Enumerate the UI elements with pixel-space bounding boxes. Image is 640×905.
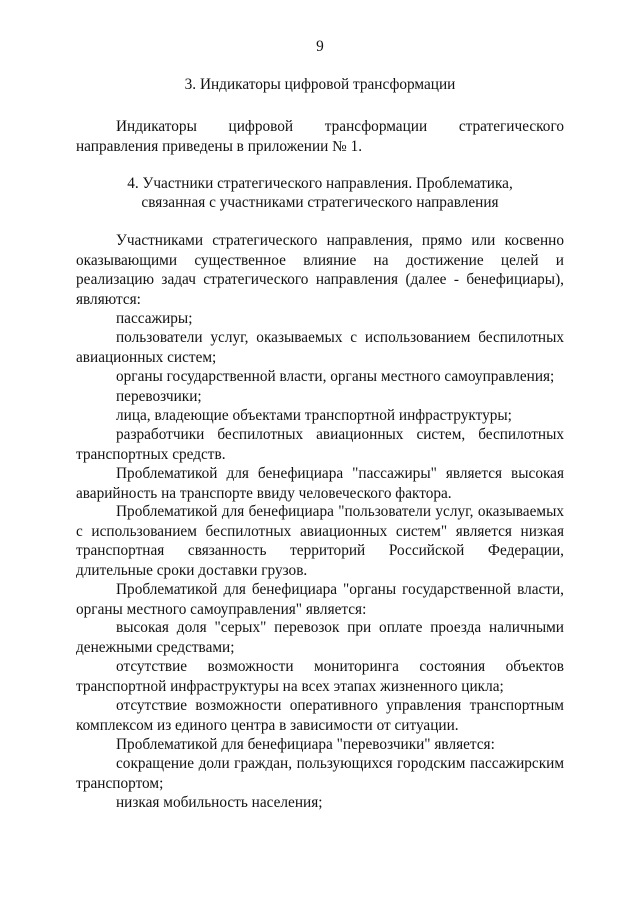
list-item: разработчики беспилотных авиационных систем, беспилотных транспортных средств. — [76, 426, 564, 463]
section-3-text: Индикаторы цифровой трансформации стратегического направления приведены в приложении № 1. — [76, 118, 564, 155]
list-item: лица, владеющие объектами транспортной инфраструктуры; — [116, 407, 512, 424]
list-item: отсутствие возможности оперативного управления транспортным комплексом из единого центра в зависимости от ситуации. — [76, 697, 564, 734]
list-item: сокращение доли граждан, пользующихся городским пассажирским транспортом; — [76, 755, 564, 792]
list-item: низкая мобильность населения; — [116, 794, 323, 811]
list-item: пользователи услуг, оказываемых с использованием беспилотных авиационных систем; — [76, 329, 564, 366]
list-item: пассажиры; — [116, 310, 193, 327]
paragraph: Участниками стратегического направления, прямо или косвенно оказывающими существенное влияние на достижение целей и реализацию задач стратегического направления (далее - бенефициары), являются: — [76, 232, 564, 308]
paragraph: Проблематикой для бенефициара "пользователи услуг, оказываемых с использованием беспилотных авиационных систем" является низкая транспортная связанность территорий Российской Федерации, длительные сроки доставки грузов. — [76, 503, 564, 579]
paragraph: Проблематикой для бенефициара "органы государственной власти, органы местного самоуправления" является: — [76, 581, 564, 618]
list-item: отсутствие возможности мониторинга состояния объектов транспортной инфраструктуры на всех этапах жизненного цикла; — [76, 658, 564, 695]
list-item: органы государственной власти, органы местного самоуправления; — [116, 368, 555, 385]
list-item: высокая доля "серых" перевозок при оплате проезда наличными денежными средствами; — [76, 619, 564, 656]
section-4-title-line-1: 4. Участники стратегического направления. Проблематика, — [127, 175, 513, 192]
paragraph: Проблематикой для бенефициара "перевозчики" является: — [116, 736, 495, 753]
list-item: перевозчики; — [116, 388, 202, 405]
section-3-title: 3. Индикаторы цифровой трансформации — [184, 76, 456, 93]
section-4-title-line-2: связанная с участниками стратегического направления — [141, 194, 499, 211]
paragraph: Проблематикой для бенефициара "пассажиры" является высокая аварийность на транспорте ввиду человеческого фактора. — [76, 465, 564, 502]
page-number: 9 — [316, 38, 324, 55]
